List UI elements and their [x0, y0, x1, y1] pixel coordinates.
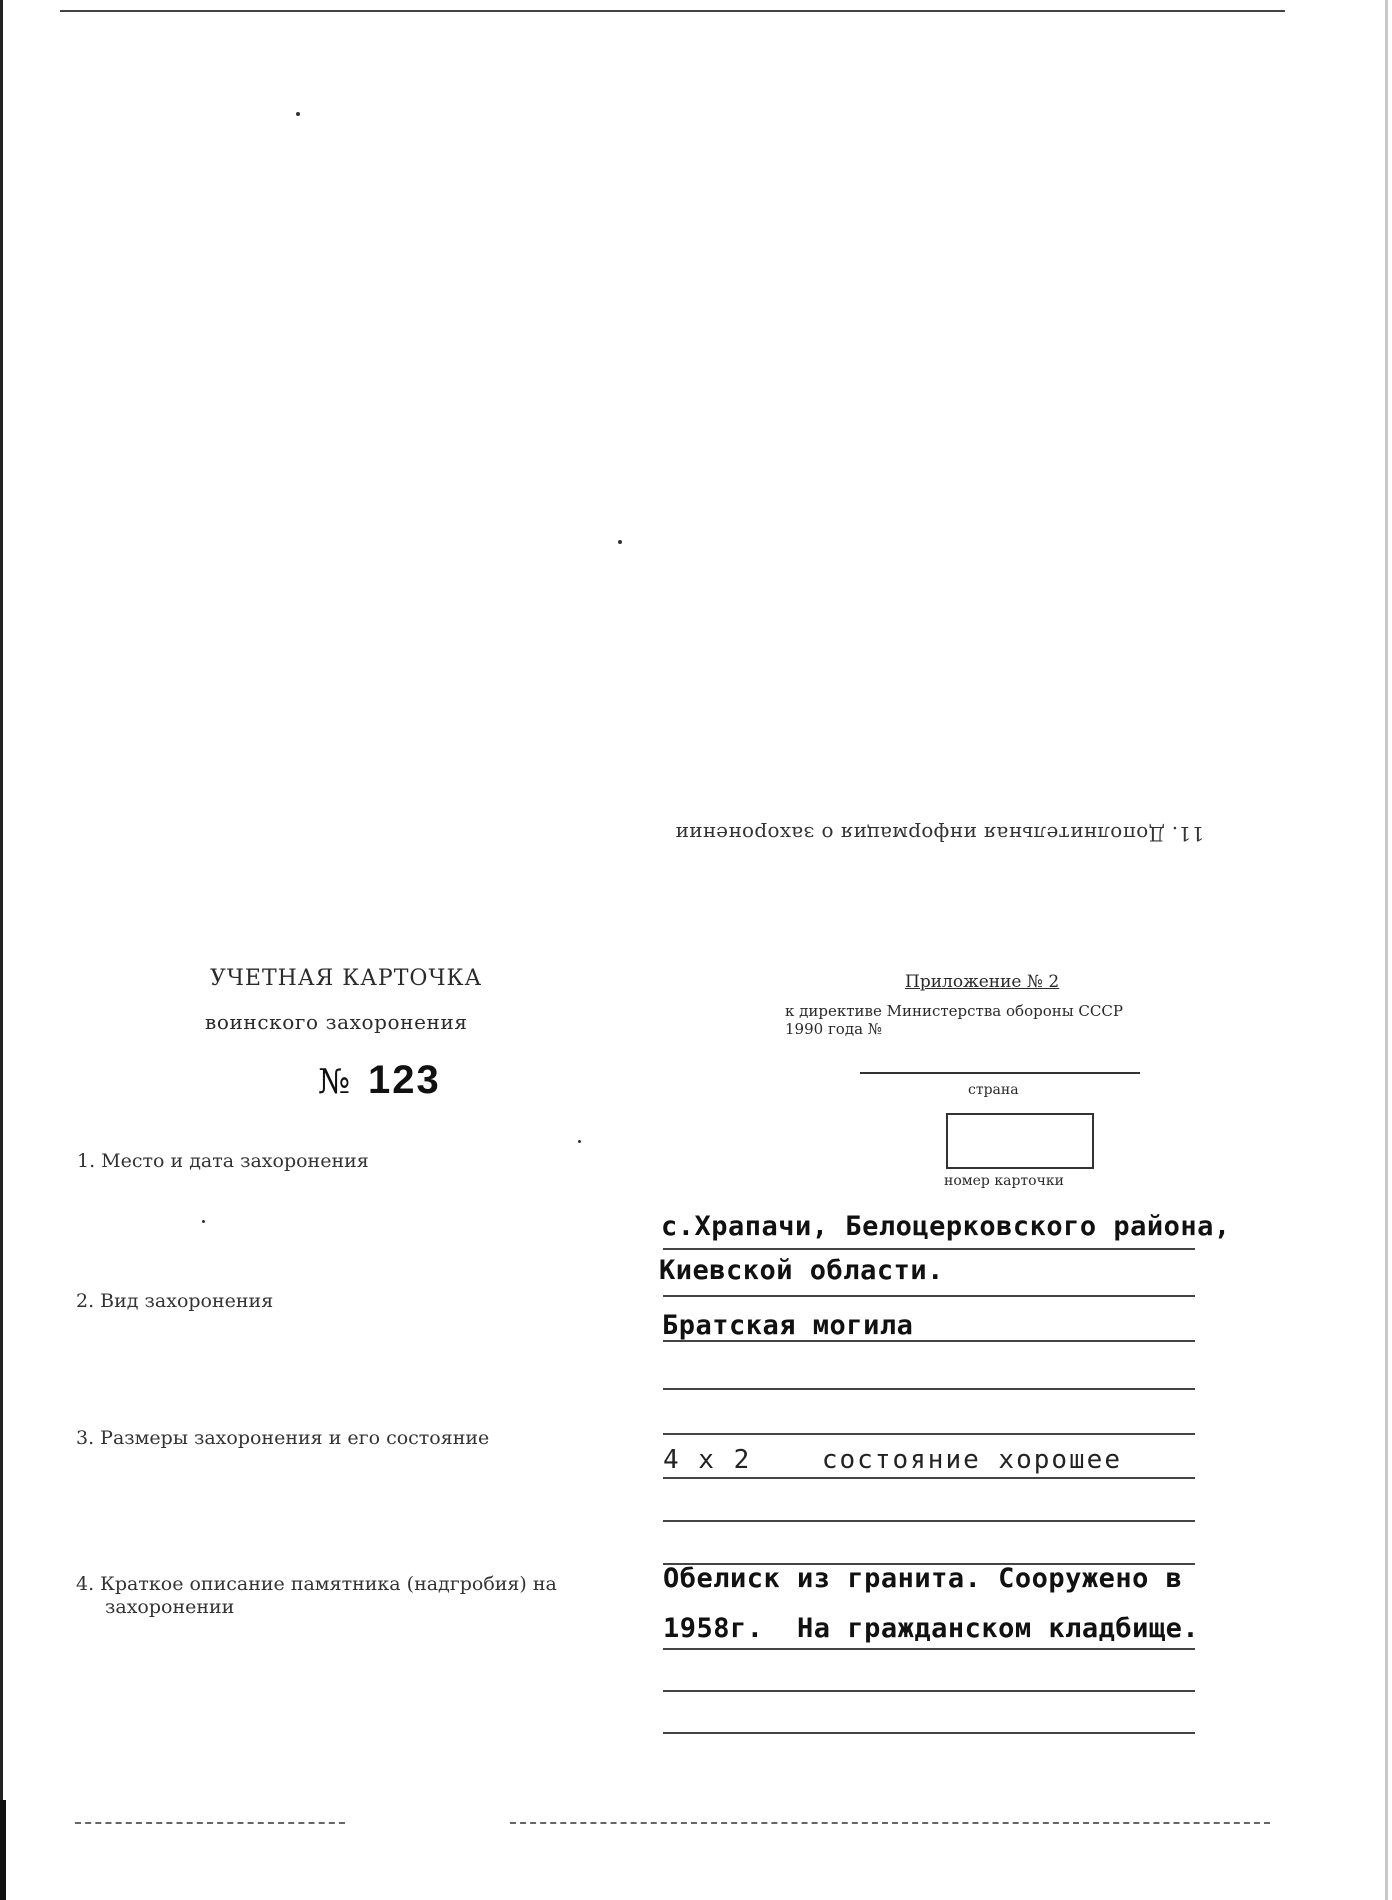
ruled-line — [663, 1563, 1195, 1565]
card-number: 123 — [368, 1058, 441, 1102]
card-subtitle: воинского захоронения — [205, 1010, 468, 1034]
ruled-line — [663, 1690, 1195, 1692]
scan-edge-left — [0, 0, 3, 1900]
field-4-label: 4. Краткое описание памятника (надгробия) на — [76, 1573, 557, 1595]
ruled-line — [663, 1340, 1195, 1342]
field-3-value: 4 х 2 состояние хорошее — [663, 1445, 1122, 1475]
scan-dash-right — [510, 1822, 1270, 1824]
field-4-value-line2: 1958г. На гражданском кладбище. — [663, 1613, 1200, 1644]
ruled-line — [663, 1477, 1195, 1479]
ruled-line — [663, 1295, 1195, 1297]
ruled-line — [663, 1248, 1195, 1250]
back-side-heading: 11. Дополнительная информация о захоронении — [675, 822, 1205, 846]
field-2-label: 2. Вид захоронения — [76, 1290, 274, 1312]
card-title: УЧЕТНАЯ КАРТОЧКА — [210, 966, 483, 991]
field-4-value-line1: Обелиск из гранита. Сооружено в — [663, 1563, 1183, 1594]
field-1-label: 1. Место и дата захоронения — [77, 1150, 369, 1172]
number-sign: № — [318, 1062, 351, 1102]
speck-mark — [296, 112, 300, 116]
scan-edge-right — [1385, 0, 1388, 1900]
appendix-title: Приложение № 2 — [905, 972, 1060, 992]
card-number-label: номер карточки — [944, 1173, 1064, 1189]
speck-mark — [202, 1220, 205, 1223]
country-label: страна — [968, 1082, 1019, 1098]
appendix-directive-line: к директиве Министерства обороны СССР — [785, 1002, 1123, 1020]
speck-mark — [578, 1140, 581, 1143]
ruled-line — [663, 1433, 1195, 1435]
ruled-line — [663, 1388, 1195, 1390]
ruled-line — [663, 1732, 1195, 1734]
field-1-value-line1: с.Храпачи, Белоцерковского района, — [661, 1211, 1231, 1242]
field-4-label-cont: захоронении — [105, 1596, 235, 1618]
speck-mark — [618, 540, 622, 544]
ruled-line — [663, 1520, 1195, 1522]
card-number-box — [946, 1113, 1094, 1169]
scan-dash-left — [75, 1822, 345, 1824]
scan-edge-top — [60, 10, 1285, 12]
field-3-label: 3. Размеры захоронения и его состояние — [76, 1427, 490, 1449]
appendix-year-line: 1990 года № — [785, 1020, 882, 1038]
ruled-line — [663, 1648, 1195, 1650]
field-2-value: Братская могила — [662, 1310, 914, 1341]
country-field-line — [860, 1072, 1140, 1074]
scan-edge-left-dark — [0, 1800, 6, 1900]
field-1-value-line2: Киевской области. — [659, 1255, 944, 1286]
